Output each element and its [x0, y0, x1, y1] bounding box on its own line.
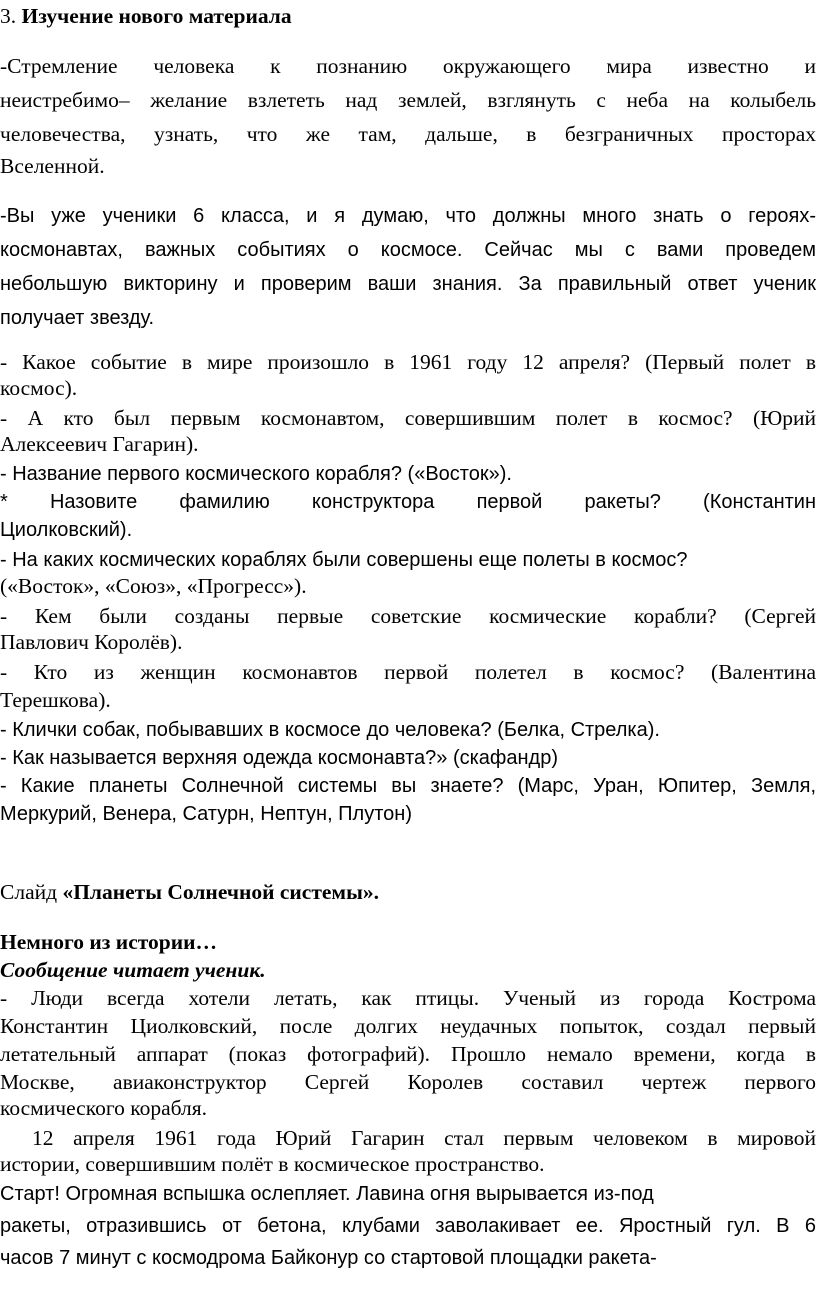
slide-title: «Планеты Солнечной системы». — [62, 880, 379, 904]
quiz-line: - Название первого космического корабля? («Восток»). — [0, 463, 512, 485]
heading-text: Изучение нового материала — [21, 4, 292, 28]
history-line: Москве, авиаконструктор Сергей Королев составил чертеж первого — [0, 1070, 816, 1094]
history-line: летательный аппарат (показ фотографий). Прошло немало времени, когда в — [0, 1042, 816, 1066]
quiz-line: - Кто из женщин космонавтов первой полетел в космос? (Валентина — [0, 660, 816, 684]
paragraph-line: Вселенной. — [0, 154, 105, 178]
heading-number: 3. — [0, 4, 17, 28]
quiz-line: - Какое событие в мире произошло в 1961 году 12 апреля? (Первый полет в — [0, 350, 816, 374]
quiz-line: Терешкова). — [0, 688, 111, 712]
quiz-line: Меркурий, Венера, Сатурн, Нептун, Плутон) — [0, 803, 412, 825]
history-line: часов 7 минут с космодрома Байконур со стартовой площадки ракета- — [0, 1247, 657, 1269]
quiz-line: - Клички собак, побывавших в космосе до человека? (Белка, Стрелка). — [0, 719, 660, 741]
paragraph-line: -Вы уже ученики 6 класса, и я думаю, что должны много знать о героях- — [0, 205, 816, 227]
paragraph-line: космонавтах, важных событиях о космосе. Сейчас мы с вами проведем — [0, 239, 816, 261]
history-line: - Люди всегда хотели летать, как птицы. Ученый из города Кострома — [0, 986, 816, 1010]
history-line: Старт! Огромная вспышка ослепляет. Лавина огня вырывается из-под — [0, 1183, 654, 1205]
quiz-line: * Назовите фамилию конструктора первой ракеты? (Константин — [0, 491, 816, 513]
history-line: истории, совершившим полёт в космическое пространство. — [0, 1152, 545, 1176]
paragraph-line: небольшую викторину и проверим ваши знания. За правильный ответ ученик — [0, 273, 816, 295]
history-line: космического корабля. — [0, 1096, 208, 1120]
quiz-line: - Кем были созданы первые советские космические корабли? (Сергей — [0, 604, 816, 628]
section-heading — [0, 2, 816, 31]
quiz-line: - Какие планеты Солнечной системы вы знаете? (Марс, Уран, Юпитер, Земля, — [0, 775, 816, 797]
slide-prefix: Слайд — [0, 880, 58, 904]
quiz-line: Алексеевич Гагарин). — [0, 432, 199, 456]
history-heading: Немного из истории… — [0, 930, 217, 954]
paragraph-line: -Стремление человека к познанию окружающего мира известно и — [0, 54, 816, 78]
history-line: 12 апреля 1961 года Юрий Гагарин стал первым человеком в мировой — [32, 1126, 816, 1150]
slide-line — [0, 878, 816, 907]
quiz-line: Павлович Королёв). — [0, 630, 183, 654]
paragraph-line: человечества, узнать, что же там, дальше, в безграничных просторах — [0, 122, 816, 146]
paragraph-line: получает звезду. — [0, 307, 155, 329]
quiz-line: - А кто был первым космонавтом, совершившим полет в космос? (Юрий — [0, 406, 816, 430]
history-subheading: Сообщение читает ученик. — [0, 958, 266, 982]
paragraph-line: неистребимо– желание взлететь над землей, взглянуть с неба на колыбель — [0, 88, 816, 112]
history-line: ракеты, отразившись от бетона, клубами заволакивает ее. Яростный гул. В 6 — [0, 1215, 816, 1237]
quiz-line: Циолковский). — [0, 519, 133, 541]
quiz-line: - На каких космических кораблях были совершены еще полеты в космос? — [0, 549, 688, 571]
quiz-line: космос). — [0, 376, 78, 400]
quiz-line: - Как называется верхняя одежда космонавта?» (скафандр) — [0, 747, 558, 769]
history-line: Константин Циолковский, после долгих неудачных попыток, создал первый — [0, 1014, 816, 1038]
quiz-line: («Восток», «Союз», «Прогресс»). — [0, 574, 307, 598]
